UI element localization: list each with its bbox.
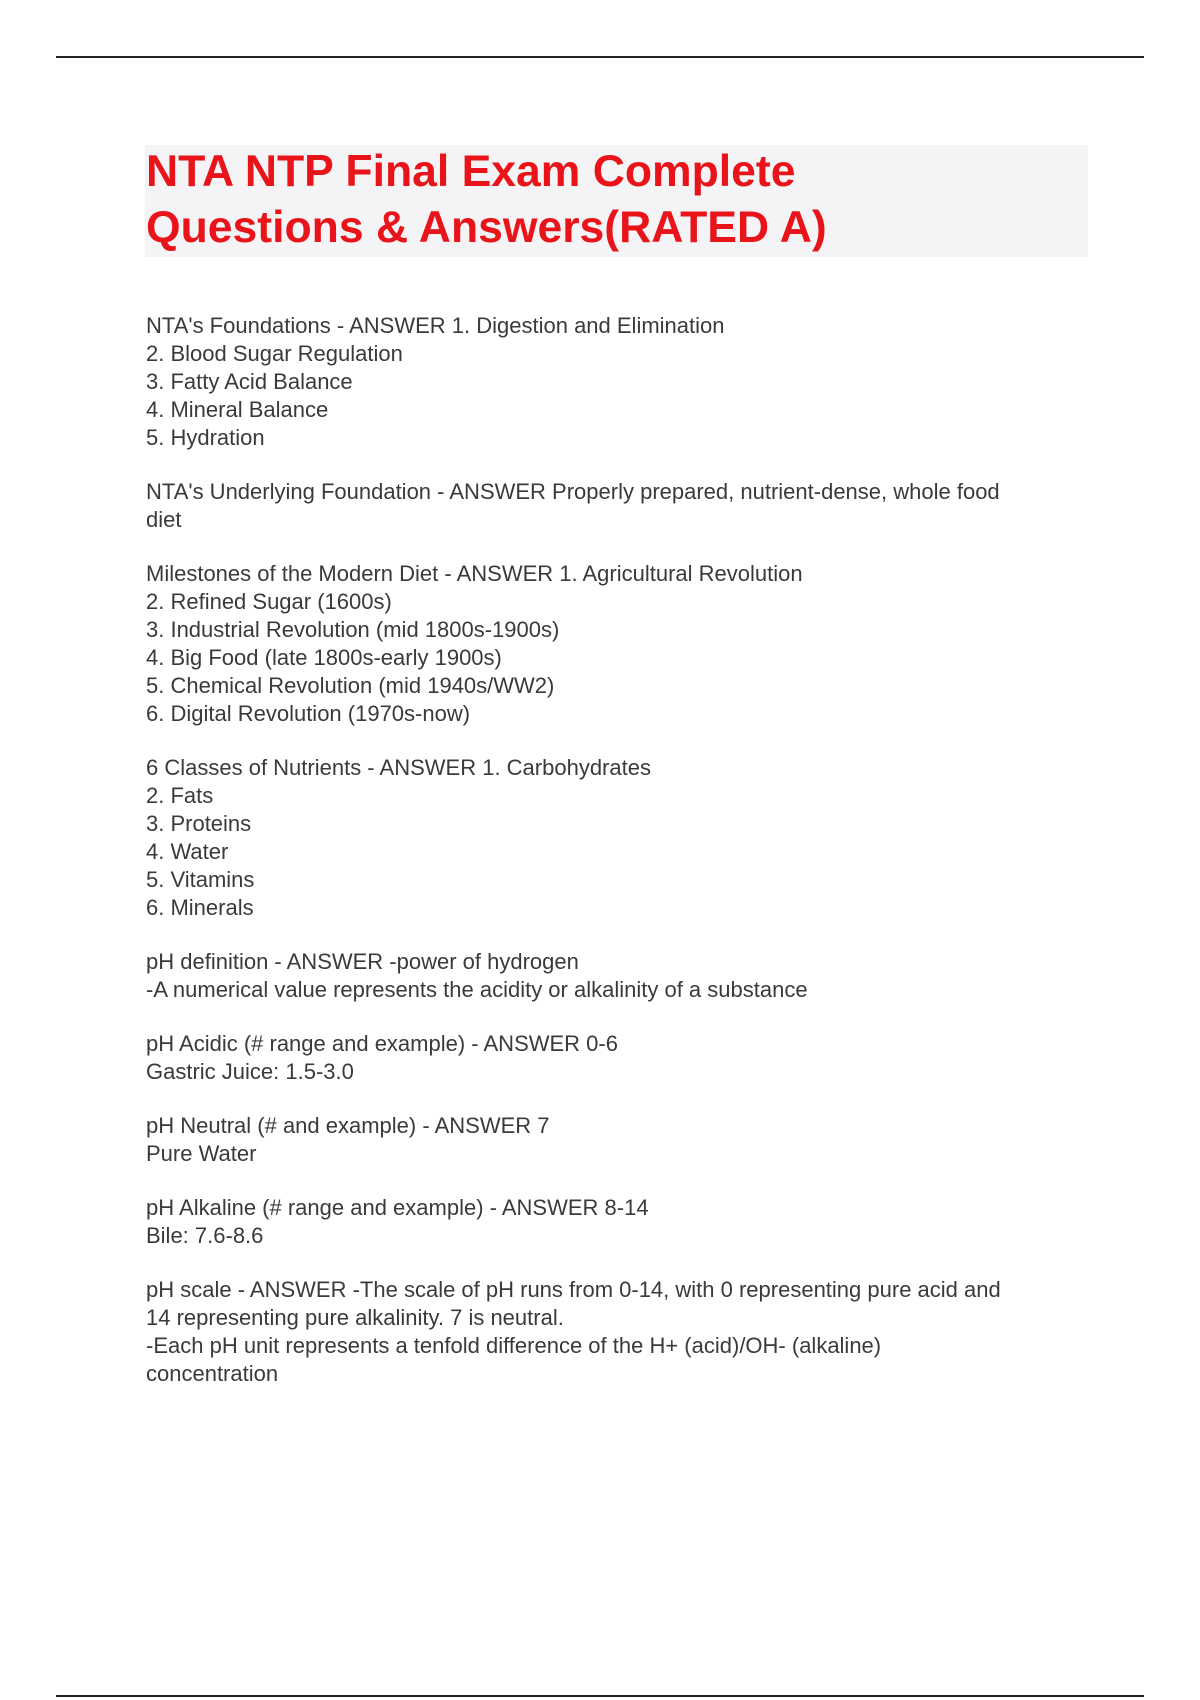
qa-line: pH Acidic (# range and example) - ANSWER 0-6 (146, 1031, 618, 1056)
qa-line: pH scale - ANSWER -The scale of pH runs from 0-14, with 0 representing pure acid and (146, 1277, 1001, 1302)
qa-line: 6. Digital Revolution (1970s-now) (146, 701, 471, 726)
qa-list (146, 312, 1096, 1414)
qa-item-ph-definition (146, 948, 1096, 1004)
qa-line: Bile: 7.6-8.6 (146, 1223, 264, 1248)
qa-line: pH Neutral (# and example) - ANSWER 7 (146, 1113, 550, 1138)
qa-line: diet (146, 507, 182, 532)
title-line: Questions & Answers(RATED A) (146, 203, 827, 252)
qa-line: -A numerical value represents the acidity or alkalinity of a substance (146, 977, 808, 1002)
qa-item-nutrient-classes (146, 754, 1096, 922)
qa-line: Pure Water (146, 1141, 257, 1166)
qa-line: -Each pH unit represents a tenfold difference of the H+ (acid)/OH- (alkaline) (146, 1333, 882, 1358)
qa-line: pH definition - ANSWER -power of hydrogen (146, 949, 579, 974)
qa-item-ph-acidic (146, 1030, 1096, 1086)
qa-line: pH Alkaline (# range and example) - ANSWER 8-14 (146, 1195, 649, 1220)
qa-item-ph-alkaline (146, 1194, 1096, 1250)
qa-line: 4. Water (146, 839, 229, 864)
qa-line: NTA's Underlying Foundation - ANSWER Properly prepared, nutrient-dense, whole food (146, 479, 1000, 504)
qa-line: Gastric Juice: 1.5-3.0 (146, 1059, 354, 1084)
qa-line: 4. Mineral Balance (146, 397, 329, 422)
qa-line: 14 representing pure alkalinity. 7 is neutral. (146, 1305, 564, 1330)
qa-line: 4. Big Food (late 1800s-early 1900s) (146, 645, 502, 670)
top-rule (56, 56, 1144, 58)
qa-line: concentration (146, 1361, 279, 1386)
bottom-rule (56, 1695, 1144, 1697)
qa-line: NTA's Foundations - ANSWER 1. Digestion and Elimination (146, 313, 725, 338)
qa-item-milestones (146, 560, 1096, 728)
qa-item-underlying-foundation (146, 478, 1096, 534)
qa-item-ph-scale (146, 1276, 1096, 1388)
qa-line: 3. Fatty Acid Balance (146, 369, 353, 394)
qa-item-foundations (146, 312, 1096, 452)
qa-line: 2. Refined Sugar (1600s) (146, 589, 392, 614)
qa-item-ph-neutral (146, 1112, 1096, 1168)
qa-line: 2. Fats (146, 783, 214, 808)
document-title (146, 144, 827, 256)
title-line: NTA NTP Final Exam Complete (146, 147, 796, 196)
qa-line: 6. Minerals (146, 895, 254, 920)
qa-line: 5. Vitamins (146, 867, 255, 892)
qa-line: 5. Chemical Revolution (mid 1940s/WW2) (146, 673, 555, 698)
qa-line: 3. Industrial Revolution (mid 1800s-1900s) (146, 617, 560, 642)
qa-line: Milestones of the Modern Diet - ANSWER 1. Agricultural Revolution (146, 561, 803, 586)
qa-line: 2. Blood Sugar Regulation (146, 341, 403, 366)
qa-line: 3. Proteins (146, 811, 252, 836)
qa-line: 5. Hydration (146, 425, 265, 450)
qa-line: 6 Classes of Nutrients - ANSWER 1. Carbohydrates (146, 755, 651, 780)
